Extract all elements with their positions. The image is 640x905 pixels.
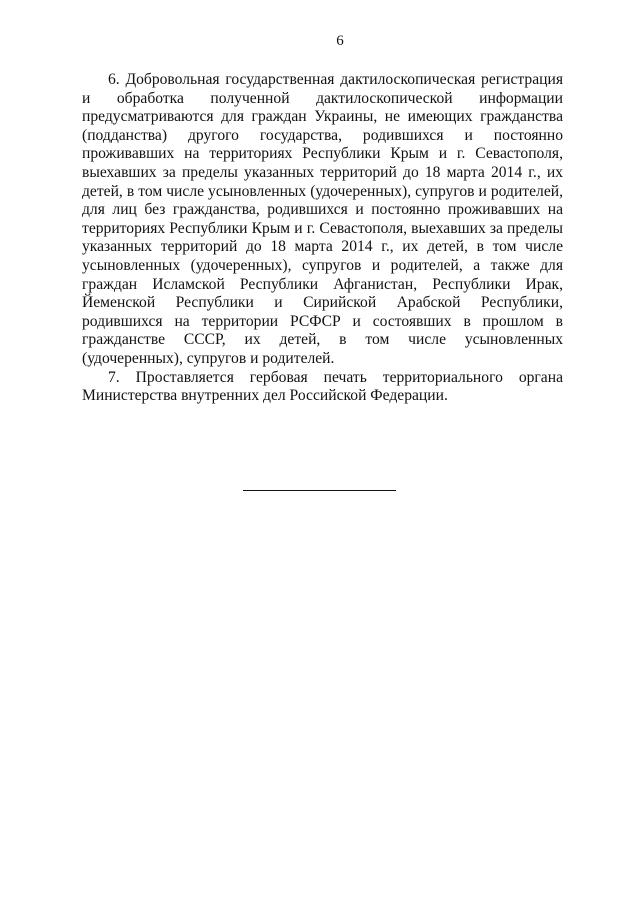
paragraph-7: 7. Проставляется гербовая печать территориального органа Министерства внутренних дел Российской Федерации. [82, 368, 563, 405]
page-number: 6 [336, 33, 344, 49]
document-body [82, 71, 563, 406]
paragraph-6: 6. Добровольная государственная дактилоскопическая регистрация и обработка полученной дактилоскопической информации предусматриваются для граждан Украины, не имеющих гражданства (подданства) другого государства, родившихся и постоянно проживавших на территориях Республики Крым и г. Севастополя, выехавших за пределы указанных территорий до 18 марта 2014 г., их детей, в том числе усыновленных (удочеренных), супругов и родителей, для лиц без гражданства, родившихся и постоянно проживавших на территориях Республики Крым и г. Севастополя, выехавших за пределы указанных территорий до 18 марта 2014 г., их детей, в том числе усыновленных (удочеренных), супругов и родителей, а также для граждан Исламской Республики Афганистан, Республики Ирак, Йеменской Республики и Сирийской Арабской Республики, родившихся на территории РСФСР и состоявших в прошлом в гражданстве СССР, их детей, в том числе усыновленных (удочеренных), супругов и родителей. [82, 71, 563, 367]
closing-separator-line [243, 490, 396, 491]
